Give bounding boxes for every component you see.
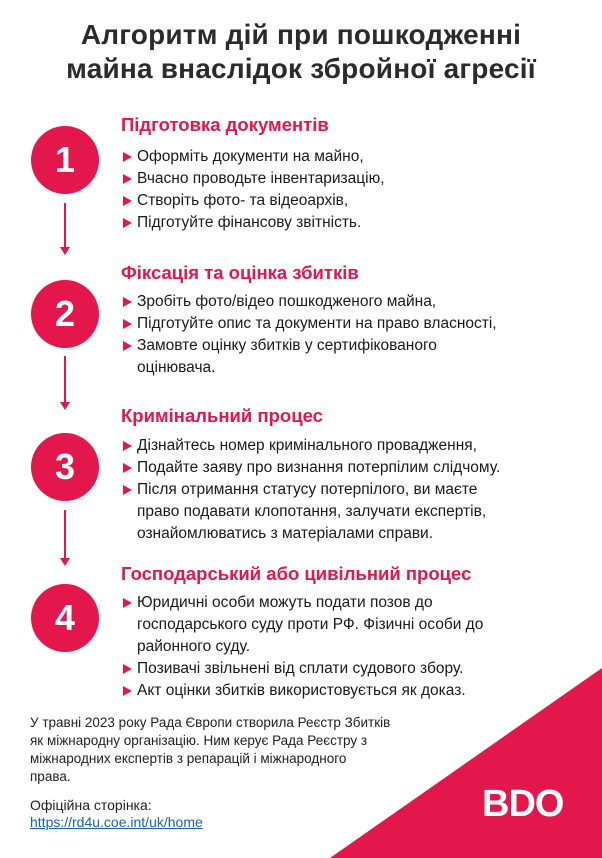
- list-item: районного суду.: [137, 638, 251, 655]
- step-2-bullets: [121, 291, 497, 379]
- bdo-logo: BDO: [482, 783, 564, 825]
- list-item: Вчасно проводьте інвентаризацію,: [121, 168, 385, 190]
- list-item: оцінювача.: [137, 359, 216, 376]
- step-3-bullets: [121, 435, 500, 545]
- list-item: Підготуйте фінансову звітність.: [121, 212, 385, 234]
- step-4-title: Господарський або цивільний процес: [121, 563, 472, 584]
- step-2-title: Фіксація та оцінка збитків: [121, 262, 359, 283]
- step-arrow-3-head: [60, 558, 70, 566]
- step-arrow-2-line: [64, 356, 66, 404]
- step-1-circle: 1: [31, 126, 99, 194]
- bullet-triangle-icon: [123, 664, 132, 674]
- list-item: Створіть фото- та відеоархів,: [121, 190, 385, 212]
- list-item: право подавати клопотання, залучати експертів,: [137, 503, 487, 520]
- bullet-triangle-icon: [123, 152, 132, 162]
- bullet-triangle-icon: [123, 218, 132, 228]
- list-item: Замовте оцінку збитків у сертифікованого: [121, 335, 497, 357]
- step-arrow-1-head: [60, 247, 70, 255]
- list-item: Подайте заяву про визнання потерпілим слідчому.: [121, 457, 500, 479]
- step-arrow-3-line: [64, 510, 66, 560]
- list-item: Зробіть фото/відео пошкодженого майна,: [121, 291, 497, 313]
- bullet-triangle-icon: [123, 485, 132, 495]
- bullet-triangle-icon: [123, 686, 132, 696]
- list-item: Підготуйте опис та документи на право власності,: [121, 313, 497, 335]
- step-3-title: Кримінальний процес: [121, 405, 323, 426]
- official-page-label: Офіційна сторінка:: [30, 797, 152, 813]
- bullet-triangle-icon: [123, 598, 132, 608]
- bullet-triangle-icon: [123, 319, 132, 329]
- list-item: Дізнайтесь номер кримінального провадження,: [121, 435, 500, 457]
- step-4-bullets: [121, 592, 483, 702]
- bullet-triangle-icon: [123, 174, 132, 184]
- step-arrow-1-line: [64, 203, 66, 249]
- official-page-link[interactable]: https://rd4u.coe.int/uk/home: [30, 814, 203, 830]
- list-item: Оформіть документи на майно,: [121, 146, 385, 168]
- title-line-1: Алгоритм дій при пошкодженні: [80, 19, 522, 50]
- page-title: [0, 18, 602, 86]
- list-item: Юридичні особи можуть подати позов до: [121, 592, 483, 614]
- title-line-2: майна внаслідок збройної агресії: [66, 53, 536, 84]
- bullet-triangle-icon: [123, 196, 132, 206]
- list-item: Акт оцінки збитків використовується як доказ.: [121, 680, 483, 702]
- bullet-triangle-icon: [123, 341, 132, 351]
- list-item: ознайомлюватись з матеріалами справи.: [137, 525, 434, 542]
- step-arrow-2-head: [60, 402, 70, 410]
- step-1-title: Підготовка документів: [121, 114, 329, 135]
- footer-note: У травні 2023 року Рада Європи створила Реєстр Збитків як міжнародну організацію. Ним керує Рада Реєстру з міжнародних експертів з репарацій і міжнародного права.: [30, 715, 391, 784]
- step-1-bullets: [121, 146, 385, 234]
- bullet-triangle-icon: [123, 297, 132, 307]
- step-4-circle: 4: [31, 584, 99, 652]
- bullet-triangle-icon: [123, 463, 132, 473]
- step-2-circle: 2: [31, 280, 99, 348]
- list-item: Після отримання статусу потерпілого, ви маєте: [121, 479, 500, 501]
- list-item: господарського суду проти РФ. Фізичні особи до: [137, 616, 484, 633]
- bullet-triangle-icon: [123, 441, 132, 451]
- step-3-circle: 3: [31, 433, 99, 501]
- list-item: Позивачі звільнені від сплати судового збору.: [121, 658, 483, 680]
